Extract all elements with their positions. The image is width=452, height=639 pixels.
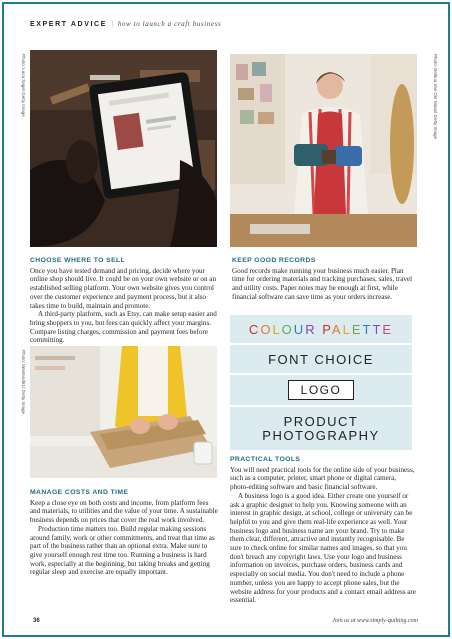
photo-tablet (30, 50, 217, 247)
section-keep-good-records (232, 257, 414, 302)
product-photography-box (230, 407, 412, 450)
paragraph: A business logo is a good idea. Either create one yourself or ask a graphic designer to help you. Knowing someone with an interest in graphic design, at school, college or university can be helpful to you and give them real-life experience as well. Your business logo and business name are your brand. Try to make them clear, different, attractive and instantly recognisable. Be sure to check online for similar names and images, so that you don't breach any copyright laws. Use your logo and business information on invoices, purchase orders, business cards and especially on social media. You don't need to include a phone number, unless you are happy to accept phone sales, but the website address for your products and a contact email address are essential. (230, 491, 416, 605)
paragraph: Good records make running your business much easier. Plan time for ordering materials and tracking purchases, sales, travel and utility costs. Paper notes may be enough at first, while financial software can save time as your orders increase. (232, 266, 413, 301)
paragraph: Production time matters too. Build regular making sessions around family, work or other commitments, and treat that time as part of the business rather than an optional extra. Make sure to give yourself enough rest time too. Running a business is hard work, especially at the beginning, but taking breaks and getting regular sleep and exercise are equally important. (30, 524, 215, 577)
brand-elements-panel (230, 315, 412, 450)
photo-parcel (30, 346, 217, 478)
paragraph: A third-party platform, such as Etsy, can make setup easier and bring shoppers to you, but fees can quickly affect your margins. Compare listing charges, commission and payment fees before committing. (30, 310, 217, 345)
paragraph: Once you have tested demand and pricing, decide where your online shop should live. It could be on your own website or on an established selling platform. Your own website gives you control over the customer experience and payment process, but it also takes time to build, maintain and promote. (30, 266, 216, 310)
colour-palette-label (249, 322, 393, 337)
colour-palette-letter: T (362, 321, 373, 337)
photo-woman-apron (230, 54, 417, 247)
colour-palette-box (230, 315, 412, 343)
colour-palette-letter: T (372, 321, 383, 337)
colour-palette-letter: L (272, 321, 282, 337)
paragraph: You will need practical tools for the online side of your business, such as a computer, printer, smart phone or digital camera, photo-editing software and basic financial software. (230, 465, 415, 492)
font-choice-box (230, 345, 412, 373)
logo-label: LOGO (288, 380, 355, 400)
header-separator: | (111, 20, 114, 28)
colour-palette-letter: C (248, 321, 261, 337)
colour-palette-letter: O (260, 321, 273, 337)
section-label: EXPERT ADVICE (30, 21, 107, 28)
section-manage-costs-and-time (30, 489, 220, 577)
product-photography-line-1: PRODUCT (283, 413, 359, 429)
colour-palette-letter: A (331, 321, 343, 337)
colour-palette-letter: P (322, 321, 332, 337)
colour-palette-letter: E (351, 321, 363, 337)
colour-palette-letter: U (293, 321, 306, 337)
section-heading: KEEP GOOD RECORDS (232, 257, 316, 264)
font-choice-label: FONT CHOICE (268, 351, 374, 367)
section-heading: PRACTICAL TOOLS (230, 456, 301, 463)
article-topic: how to launch a craft business (117, 20, 222, 28)
photo-credit-3: Photo: Westend61/ Getty Image (21, 350, 26, 414)
photo-credit-1: Photo: Luca Sage/ Getty Image (21, 54, 26, 117)
section-practical-tools (230, 456, 416, 605)
section-heading: CHOOSE WHERE TO SELL (30, 257, 126, 264)
colour-palette-letter: R (305, 321, 317, 337)
photo-credit-2: Photo: Bettina Van Der Maas/ Getty Image (433, 54, 438, 139)
paragraph: Keep a close eye on both costs and income, from platform fees and materials, to utilities and the value of your time. A sustainable business depends on prices that cover the real work involved. (30, 498, 218, 525)
page-header (30, 20, 221, 28)
section-choose-where-to-sell (30, 257, 220, 345)
footer-url: Join us at www.simply-quilting.com (332, 618, 418, 624)
colour-palette-letter: L (342, 321, 352, 337)
product-photography-line-2: PHOTOGRAPHY (262, 427, 380, 443)
logo-box (230, 375, 412, 405)
section-heading: MANAGE COSTS AND TIME (30, 489, 129, 496)
page-number: 36 (33, 618, 40, 624)
colour-palette-letter: O (281, 321, 294, 337)
colour-palette-letter: E (382, 321, 394, 337)
